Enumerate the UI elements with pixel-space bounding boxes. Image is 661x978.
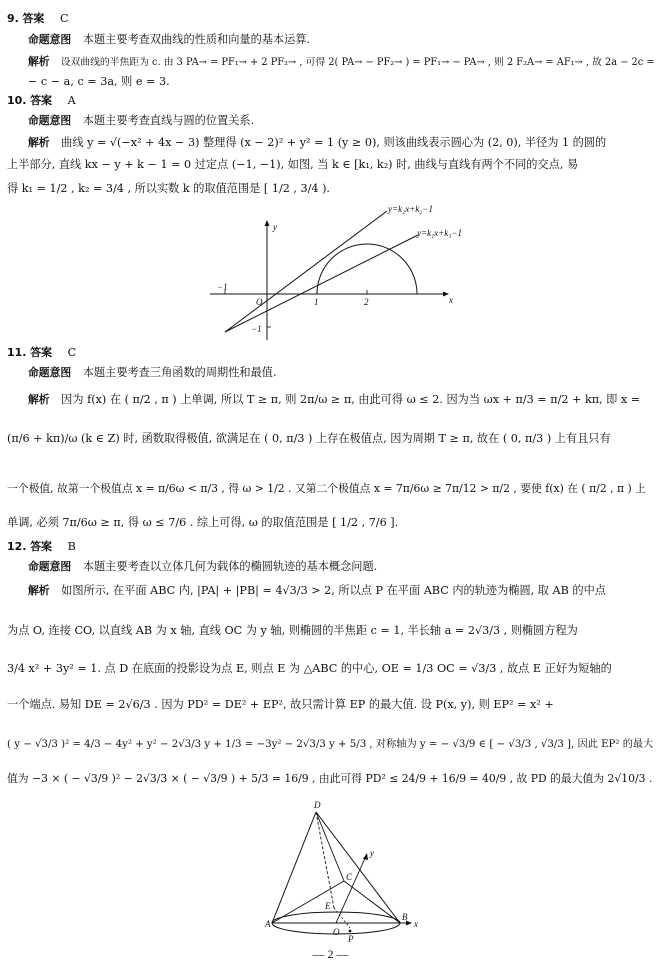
p9-analysis-line-1 xyxy=(28,55,655,70)
p9-analysis-line-2 xyxy=(28,75,170,89)
p12-analysis-line-3 xyxy=(7,662,612,676)
p10-label-1: 1 xyxy=(314,297,319,307)
p10-text-2: 上半部分, 直线 kx − y + k − 1 = 0 过定点 (−1, −1), 如图, 当 k ∈ [k₁, k₂) 时, 曲线与直线有两个不同的交点, 易 xyxy=(7,158,579,171)
p12-answer-label: 答案 xyxy=(30,540,53,553)
p12-seg-EP xyxy=(334,908,350,928)
p12-text-1: 如图所示, 在平面 ABC 内, |PA| + |PB| = 4√3/3 > 2, 所以点 P 在平面 ABC 内的轨迹为椭圆, 取 AB 的中点 xyxy=(61,584,606,597)
p12-text-6: 值为 −3 × ( − √3/9 )² − 2√3/3 × ( − √3/9 ) + 5/3 = 16/9 , 由此可得 PD² ≤ 24/9 + 16/9 = 40/9 , 故 PD 的最大值为 2√10/3 . xyxy=(7,772,653,785)
p11-analysis-label: 解析 xyxy=(28,393,50,406)
p9-analysis-label: 解析 xyxy=(28,55,50,68)
p10-label-origin: O xyxy=(256,297,263,307)
p11-text-2: (π/6 + kπ)/ω (k ∈ Z) 时, 函数取得极值, 欲满足在 ( 0, π/3 ) 上存在极值点, 因为周期 T ≥ π, 故在 ( 0, π/3 ) 上有且只有 xyxy=(7,432,611,445)
p10-label-neg1: −1 xyxy=(217,282,228,292)
p11-analysis-line-2 xyxy=(7,432,611,446)
p10-label-line-k2: y=k₂x+k₂−1 xyxy=(388,204,433,214)
p10-answer: A xyxy=(67,94,76,107)
p11-intent-line xyxy=(28,366,277,380)
p12-analysis-line-4 xyxy=(7,698,554,712)
p11-text-1: 因为 f(x) 在 ( π/2 , π ) 上单调, 所以 T ≥ π, 则 2π/ω ≥ π, 由此可得 ω ≤ 2. 因为当 ωx + π/3 = π/2 + kπ, 即 x = xyxy=(61,393,641,406)
p11-answer-line xyxy=(7,346,76,360)
p12-label-P: P xyxy=(348,934,354,944)
p12-label-O: O xyxy=(333,927,340,937)
p10-text-1: 曲线 y = √(−x² + 4x − 3) 整理得 (x − 2)² + y² = 1 (y ≥ 0), 则该曲线表示圆心为 (2, 0), 半径为 1 的圆的 xyxy=(61,136,607,149)
p10-number: 10. xyxy=(7,94,27,107)
p12-analysis-line-5 xyxy=(7,738,653,752)
p12-answer-line xyxy=(7,540,76,554)
page-number: — 2 — xyxy=(312,947,349,961)
p12-analysis-label: 解析 xyxy=(28,584,50,597)
p12-text-5: ( y − √3/3 )² = 4/3 − 4y² + y² − 2√3/3 y + 1/3 = −3y² − 2√3/3 y + 5/3 , 对称轴为 y = − √3/9 ∈ [ − √3/3 , √3/3 ], 因此 EP² 的最大 xyxy=(7,739,654,750)
p9-intent-line xyxy=(28,33,310,47)
p10-analysis-line-1 xyxy=(28,136,606,150)
p12-label-x: x xyxy=(414,919,418,929)
p10-label-2: 2 xyxy=(364,297,369,307)
p11-intent-label: 命题意图 xyxy=(28,366,72,379)
p12-edge-DC xyxy=(316,812,344,881)
p12-text-3: 3/4 x² + 3y² = 1. 点 D 在底面的投影设为点 E, 则点 E 为 △ABC 的中心, OE = 1/3 OC = √3/3 , 故点 E 正好为短轴的 xyxy=(7,662,612,675)
p12-intent-label: 命题意图 xyxy=(28,560,72,573)
p12-point-P xyxy=(349,930,352,933)
p11-answer-label: 答案 xyxy=(30,346,53,359)
p12-edge-DE xyxy=(316,812,334,908)
p12-analysis-line-6 xyxy=(7,772,652,786)
p12-intent: 本题主要考查以立体几何为载体的椭圆轨迹的基本概念问题. xyxy=(82,560,378,573)
p11-number: 11. xyxy=(7,346,27,359)
p12-analysis-line-2 xyxy=(7,624,578,638)
p10-text-3: 得 k₁ = 1/2 , k₂ = 3/4 , 所以实数 k 的取值范围是 [ 1/2 , 3/4 ). xyxy=(7,182,330,195)
p12-label-B: B xyxy=(402,912,408,922)
p12-analysis-line-1 xyxy=(28,584,606,598)
p11-answer: C xyxy=(67,346,77,359)
p10-analysis-line-3 xyxy=(7,182,330,196)
p12-y-arrow xyxy=(363,853,368,860)
p12-number: 12. xyxy=(7,540,27,553)
p12-label-E: E xyxy=(325,901,331,911)
p12-answer: B xyxy=(67,540,76,553)
p10-analysis-line-2 xyxy=(7,158,578,172)
p12-text-2: 为点 O, 连接 CO, 以直线 AB 为 x 轴, 直线 OC 为 y 轴, 则椭圆的半焦距 c = 1, 半长轴 a = 2√3/3 , 则椭圆方程为 xyxy=(7,624,578,637)
p10-intent-line xyxy=(28,114,254,128)
p10-label-line-k1: y=k₁x+k₁−1 xyxy=(417,228,462,238)
p10-line-k1 xyxy=(225,235,418,332)
p9-answer-label: 答案 xyxy=(22,12,45,25)
p10-label-y: y xyxy=(273,222,277,232)
p12-text-4: 一个端点. 易知 DE = 2√6/3 . 因为 PD² = DE² + EP², 故只需计算 EP 的最大值. 设 P(x, y), 则 EP² = x² + xyxy=(7,698,554,711)
p10-intent: 本题主要考查直线与圆的位置关系. xyxy=(82,114,255,127)
p10-intent-label: 命题意图 xyxy=(28,114,72,127)
p9-text-1: 设双曲线的半焦距为 c. 由 3 PA→ = PF₁→ + 2 PF₂→ , 可得 2( PA→ − PF₂→ ) = PF₁→ − PA→ , 则 2 F₂A→ = AF₁→ , 故 2a − 2c = xyxy=(60,57,655,68)
p10-figure xyxy=(205,200,465,348)
p10-analysis-label: 解析 xyxy=(28,136,50,149)
p11-analysis-line-1 xyxy=(28,393,640,407)
p10-y-arrow xyxy=(265,220,270,226)
p11-text-3: 一个极值, 故第一个极值点 x = π/6ω < π/3 , 得 ω > 1/2 . 又第二个极值点 x = 7π/6ω ≥ 7π/12 > π/2 , 要使 f(x) 在 ( π/2 , π ) 上 xyxy=(7,482,646,495)
p11-analysis-line-3 xyxy=(7,482,646,496)
p10-answer-label: 答案 xyxy=(30,94,53,107)
p9-answer-line xyxy=(7,12,69,26)
p9-text-2: − c − a, c = 3a, 则 e = 3. xyxy=(28,75,170,88)
p12-intent-line xyxy=(28,560,377,574)
p11-analysis-line-4 xyxy=(7,516,398,530)
p12-figure xyxy=(262,796,422,944)
p9-number: 9. xyxy=(7,12,19,25)
p9-intent: 本题主要考查双曲线的性质和向量的基本运算. xyxy=(82,33,311,46)
p11-text-4: 单调, 必须 7π/6ω ≥ π, 得 ω ≤ 7/6 . 综上可得, ω 的取值范围是 [ 1/2 , 7/6 ]. xyxy=(7,516,399,529)
p10-label-y-neg1: −1 xyxy=(251,324,262,334)
p10-line-k2 xyxy=(225,211,387,332)
p9-intent-label: 命题意图 xyxy=(28,33,72,46)
p12-label-D: D xyxy=(314,800,321,810)
p12-label-C: C xyxy=(346,872,353,882)
p9-answer: C xyxy=(59,12,69,25)
p12-label-A: A xyxy=(265,919,271,929)
p11-intent: 本题主要考查三角函数的周期性和最值. xyxy=(82,366,277,379)
p12-edge-DA xyxy=(272,812,316,923)
p10-label-x: x xyxy=(449,295,453,305)
p12-label-y: y xyxy=(370,848,374,858)
p10-answer-line xyxy=(7,94,76,108)
